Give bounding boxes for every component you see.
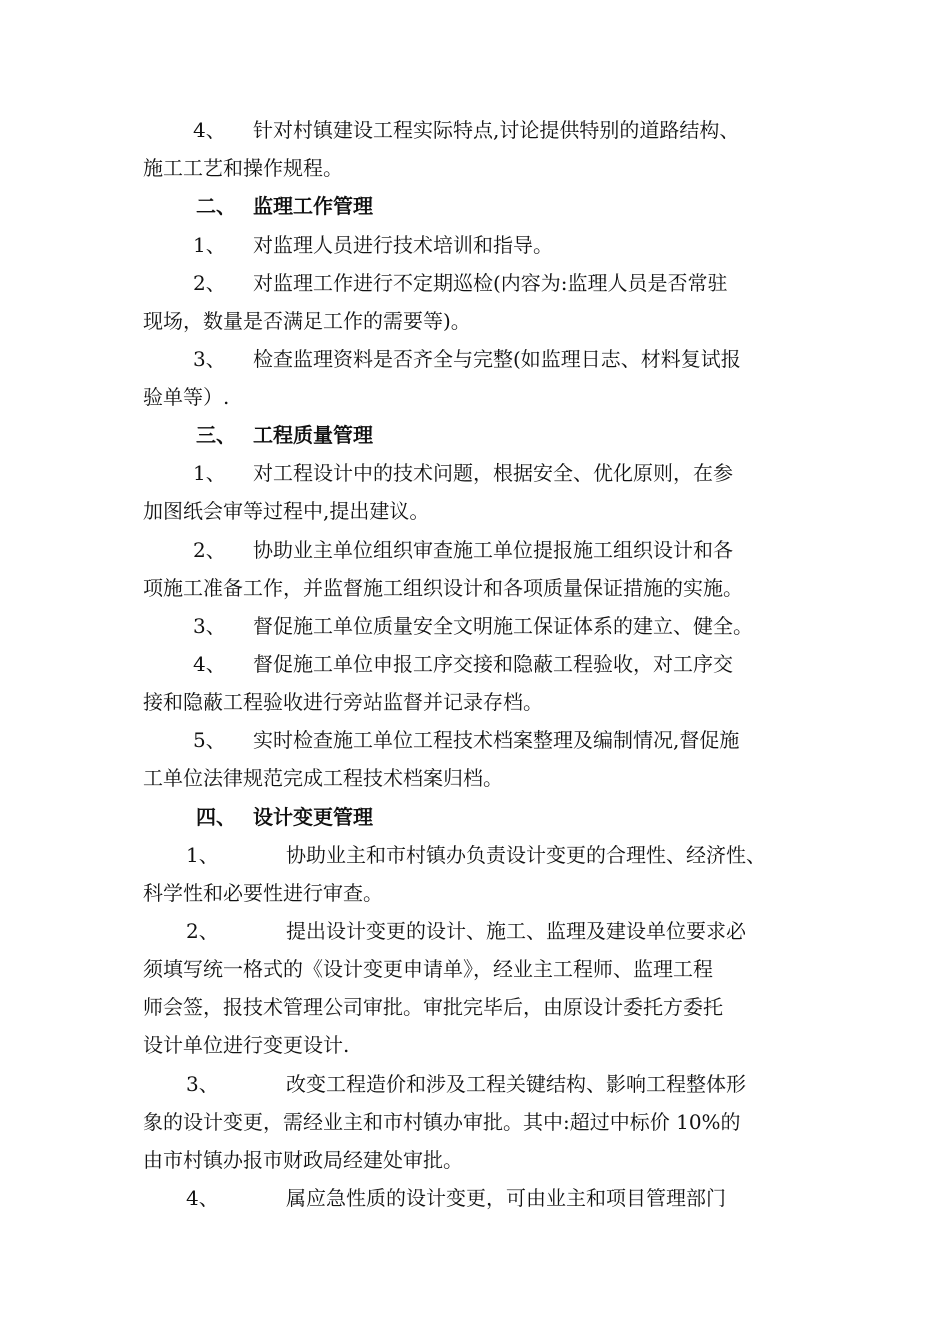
item-text: 对监理人员进行技术培训和指导。 xyxy=(253,233,553,257)
item-number: 3、 xyxy=(193,347,226,371)
item-number: 2、 xyxy=(193,538,226,562)
item-text: 须填写统一格式的《设计变更申请单》，经业主工程师、监理工程 xyxy=(143,957,713,981)
section-heading-number: 二、 xyxy=(196,194,236,218)
item-text: 督促施工单位申报工序交接和隐蔽工程验收，对工序交 xyxy=(253,652,733,676)
item-text: 设计单位进行变更设计. xyxy=(143,1033,350,1057)
item-text: 验单等）. xyxy=(143,385,230,409)
item-number: 4、 xyxy=(193,118,226,142)
item-number: 1、 xyxy=(193,233,226,257)
item-number: 3、 xyxy=(186,1072,219,1096)
item-text: 现场，数量是否满足工作的需要等)。 xyxy=(143,309,471,333)
item-text: 实时检查施工单位工程技术档案整理及编制情况,督促施 xyxy=(253,728,740,752)
item-number: 5、 xyxy=(193,728,226,752)
section-heading-number: 三、 xyxy=(196,423,236,447)
item-text: 改变工程造价和涉及工程关键结构、影响工程整体形 xyxy=(286,1072,746,1096)
item-text: 督促施工单位质量安全文明施工保证体系的建立、健全。 xyxy=(253,614,753,638)
item-number: 1、 xyxy=(186,843,219,867)
item-text: 师会签，报技术管理公司审批。审批完毕后，由原设计委托方委托 xyxy=(143,995,723,1019)
item-number: 2、 xyxy=(193,271,226,295)
item-text: 属应急性质的设计变更，可由业主和项目管理部门 xyxy=(286,1186,726,1210)
item-text: 接和隐蔽工程验收进行旁站监督并记录存档。 xyxy=(143,690,543,714)
item-text: 协助业主和市村镇办负责设计变更的合理性、经济性、 xyxy=(286,843,766,867)
item-text: 对工程设计中的技术问题，根据安全、优化原则，在参 xyxy=(253,461,733,485)
item-text: 对监理工作进行不定期巡检(内容为:监理人员是否常驻 xyxy=(253,271,728,295)
item-number: 3、 xyxy=(193,614,226,638)
section-heading-title: 设计变更管理 xyxy=(253,805,373,829)
item-text: 提出设计变更的设计、施工、监理及建设单位要求必 xyxy=(286,919,746,943)
item-number: 1、 xyxy=(193,461,226,485)
section-heading-number: 四、 xyxy=(196,805,236,829)
item-text: 加图纸会审等过程中,提出建议。 xyxy=(143,499,430,523)
item-text: 施工工艺和操作规程。 xyxy=(143,156,343,180)
item-text: 工单位法律规范完成工程技术档案归档。 xyxy=(143,766,503,790)
item-number: 4、 xyxy=(186,1186,219,1210)
section-heading-title: 工程质量管理 xyxy=(253,423,373,447)
item-number: 4、 xyxy=(193,652,226,676)
item-text: 检查监理资料是否齐全与完整(如监理日志、材料复试报 xyxy=(253,347,741,371)
item-text: 针对村镇建设工程实际特点,讨论提供特别的道路结构、 xyxy=(253,118,740,142)
item-text: 科学性和必要性进行审查。 xyxy=(143,881,383,905)
item-number: 2、 xyxy=(186,919,219,943)
item-text: 项施工准备工作，并监督施工组织设计和各项质量保证措施的实施。 xyxy=(143,576,743,600)
section-heading-title: 监理工作管理 xyxy=(253,194,373,218)
item-text: 协助业主单位组织审查施工单位提报施工组织设计和各 xyxy=(253,538,733,562)
item-text: 象的设计变更，需经业主和市村镇办审批。其中:超过中标价 10%的 xyxy=(143,1110,741,1134)
item-text: 由市村镇办报市财政局经建处审批。 xyxy=(143,1148,463,1172)
